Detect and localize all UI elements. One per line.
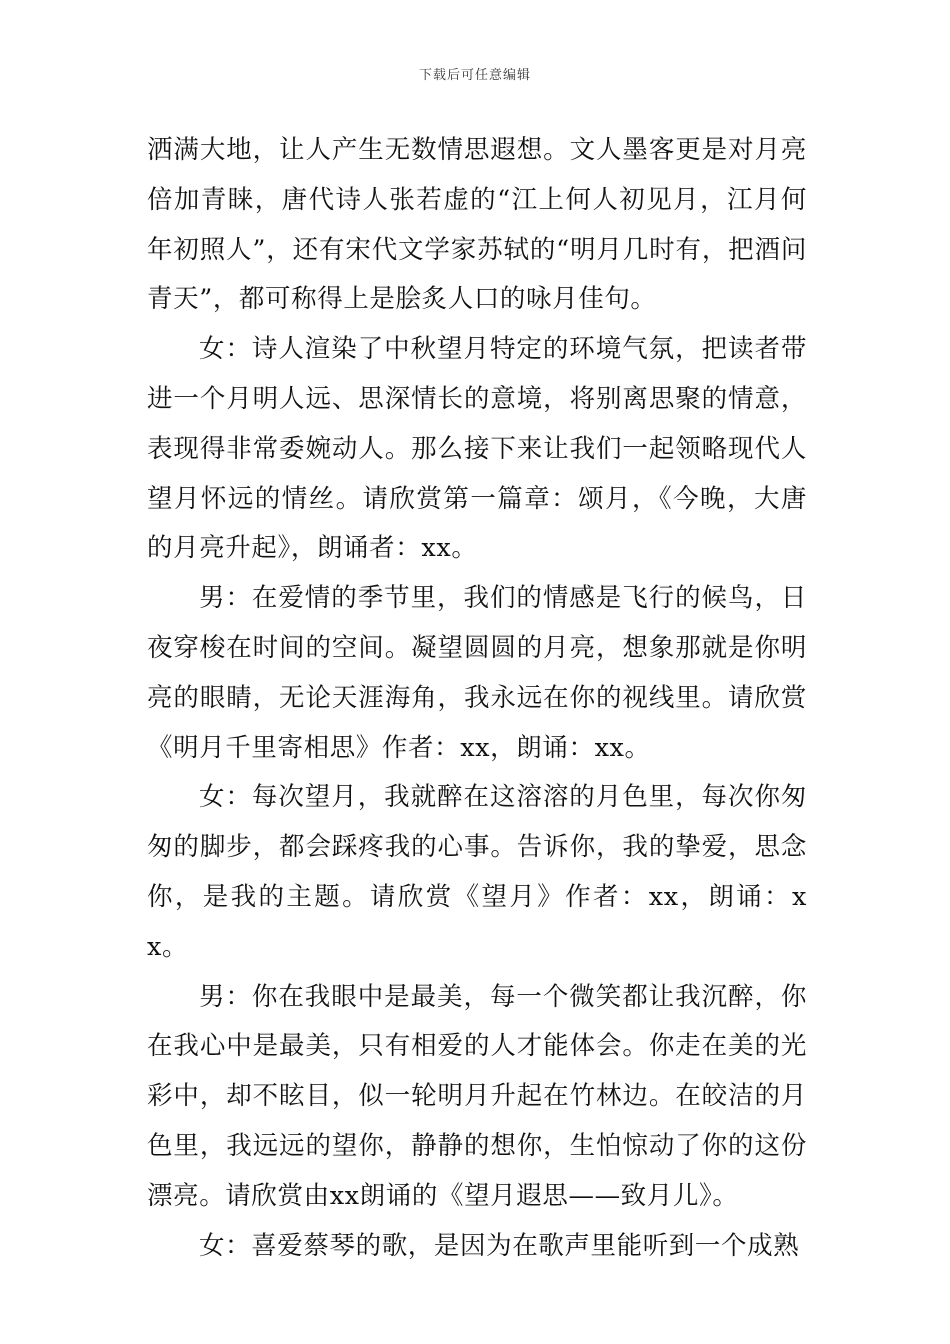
paragraph-3: 男：在爱情的季节里，我们的情感是飞行的候鸟，日夜穿梭在时间的空间。凝望圆圆的月亮，想象那就是你明亮的眼睛，无论天涯海角，我永远在你的视线里。请欣赏《明月千里寄相思》作者：xx，朗诵：xx。: [147, 583, 807, 763]
paragraph-2: 女：诗人渲染了中秋望月特定的环境气氛，把读者带进一个月明人远、思深情长的意境，将别离思聚的情意，表现得非常委婉动人。那么接下来让我们一起领略现代人望月怀远的情丝。请欣赏第一篇章：颂月，《今晚，大唐的月亮升起》，朗诵者：xx。: [147, 334, 807, 564]
paragraph-6: 女：喜爱蔡琴的歌，是因为在歌声里能听到一个成熟: [199, 1230, 800, 1261]
paragraph-4: 女：每次望月，我就醉在这溶溶的月色里，每次你匆匆的脚步，都会踩疼我的心事。告诉你，我的挚爱，思念你，是我的主题。请欣赏《望月》作者：xx，朗诵：xx。: [147, 782, 807, 962]
page-header-note: 下载后可任意编辑: [418, 68, 531, 83]
document-body: [147, 126, 807, 1271]
paragraph-1: 洒满大地，让人产生无数情思遐想。文人墨客更是对月亮倍加青睐，唐代诗人张若虚的“江上何人初见月，江月何年初照人”，还有宋代文学家苏轼的“明月几时有，把酒问青天”，都可称得上是脍炙人口的咏月佳句。: [147, 135, 807, 315]
paragraph-5: 男：你在我眼中是最美，每一个微笑都让我沉醉，你在我心中是最美，只有相爱的人才能体会。你走在美的光彩中，却不眩目，似一轮明月升起在竹林边。在皎洁的月色里，我远远的望你，静静的想你，生怕惊动了你的这份漂亮。请欣赏由xx朗诵的《望月遐思——致月儿》。: [147, 981, 807, 1211]
